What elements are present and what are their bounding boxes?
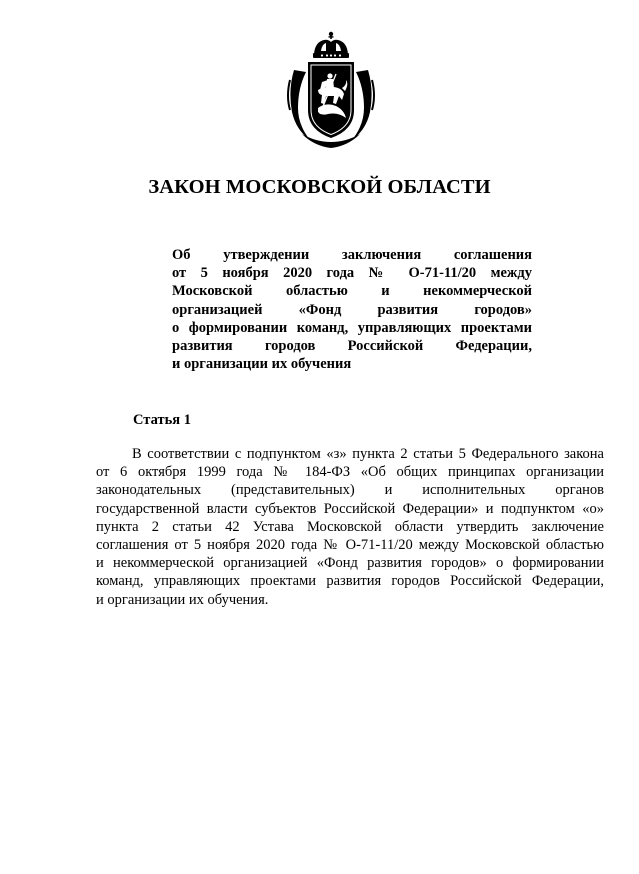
article-line: законодательных (представительных) и исполнительных органов (96, 482, 604, 499)
subject-line: и организации их обучения (172, 356, 352, 373)
subject-line: Московской областью и некоммерческой (172, 283, 532, 300)
subject-line: организацией «Фонд развития городов» (172, 301, 532, 318)
subject-line: о формировании команд, управляющих проектами (172, 319, 532, 336)
article-line: государственной власти субъектов Российской Федерации» и подпунктом «о» (96, 500, 604, 517)
article-line: и некоммерческой организацией «Фонд развития городов» о формировании (96, 555, 604, 572)
law-title: ЗАКОН МОСКОВСКОЙ ОБЛАСТИ (148, 176, 491, 198)
article-line: В соответствии с подпунктом «з» пункта 2 статьи 5 Федерального закона (132, 446, 604, 462)
article-body (96, 445, 604, 609)
article-line: от 6 октября 1999 года № 184-ФЗ «Об общих принципах организации (96, 464, 604, 481)
moscow-oblast-coat-of-arms-icon (284, 30, 378, 150)
subject-line: от 5 ноября 2020 года № О-71-11/20 между (172, 265, 532, 282)
article-line: и организации их обучения. (96, 591, 269, 608)
article-line: соглашения от 5 ноября 2020 года № О-71-11/20 между Московской областью (96, 537, 604, 554)
law-subject (172, 246, 532, 373)
article-line: пункта 2 статьи 42 Устава Московской области утвердить заключение (96, 518, 604, 535)
article-line: команд, управляющих проектами развития городов Российской Федерации, (96, 573, 604, 590)
subject-line: развития городов Российской Федерации, (172, 338, 532, 355)
article-heading: Статья 1 (133, 412, 191, 428)
subject-line: Об утверждении заключения соглашения (172, 247, 532, 263)
